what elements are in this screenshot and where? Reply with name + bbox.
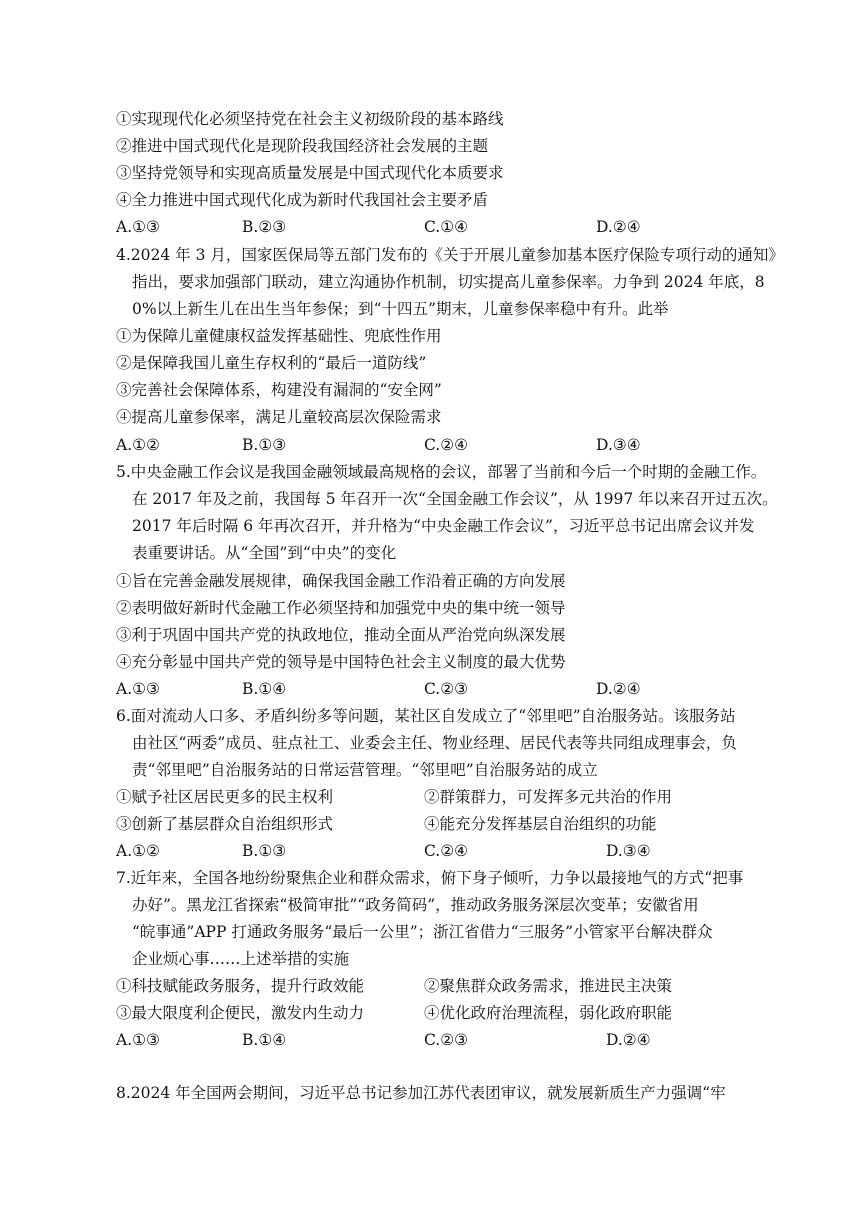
q5-option-d: D.②④ (596, 680, 641, 698)
q6-stem-line-1: 6.面对流动人口多、矛盾纠纷多等问题，某社区自发成立了“邻里吧”自治服务站。该服务站 (116, 707, 736, 725)
q5-stem-line-1: 5.中央金融工作会议是我国金融领域最高规格的会议，部署了当前和今后一个时期的金融工作。 (116, 463, 767, 481)
q5-stem-line-3: 2017 年后时隔 6 年再次召开，并升格为“中央金融工作会议”，习近平总书记出席会议并发 (132, 517, 755, 535)
q5-item-4: ④充分彰显中国共产党的领导是中国特色社会主义制度的最大优势 (116, 653, 566, 671)
q4-stem-line-3: 0%以上新生儿在出生当年参保；到“十四五”期末，儿童参保率稳中有升。此举 (132, 300, 669, 318)
q6-stem-line-3: 责“邻里吧”自治服务站的日常运营管理。“邻里吧”自治服务站的成立 (132, 761, 598, 779)
q4-item-3: ③完善社会保障体系，构建没有漏洞的“安全网” (116, 381, 442, 399)
q3-option-d: D.②④ (596, 218, 641, 236)
q3-option-c: C.①④ (424, 218, 469, 236)
q4-stem-line-1: 4.2024 年 3 月，国家医保局等五部门发布的《关于开展儿童参加基本医疗保险专项行动的通知》 (116, 246, 784, 264)
q7-stem-line-2: 办好”。黑龙江省探索“极简审批”“政务简码”，推动政务服务深层次变革；安徽省用 (132, 896, 699, 914)
q8-stem-line-1: 8.2024 年全国两会期间，习近平总书记参加江苏代表团审议，就发展新质生产力强调“牢 (116, 1084, 726, 1102)
q7-item-4: ④优化政府治理流程，弱化政府职能 (424, 1004, 673, 1022)
q7-stem-line-3: “皖事通”APP 打通政务服务“最后一公里”；浙江省借力“三服务”小管家平台解决群众 (132, 923, 713, 941)
q5-item-1: ①旨在完善金融发展规律，确保我国金融工作沿着正确的方向发展 (116, 572, 566, 590)
q4-option-c: C.②④ (424, 436, 469, 454)
q6-option-c: C.②④ (424, 842, 469, 860)
q3-option-b: B.②③ (242, 218, 287, 236)
q4-stem-line-2: 指出，要求加强部门联动，建立沟通协作机制，切实提高儿童参保率。力争到 2024 年底，8 (132, 273, 765, 291)
q3-item-3: ③坚持党领导和实现高质量发展是中国式现代化本质要求 (116, 164, 504, 182)
q6-stem-line-2: 由社区“两委”成员、驻点社工、业委会主任、物业经理、居民代表等共同组成理事会，负 (132, 734, 737, 752)
q3-item-4: ④全力推进中国式现代化成为新时代我国社会主要矛盾 (116, 191, 489, 209)
q4-item-2: ②是保障我国儿童生存权利的“最后一道防线” (116, 354, 427, 372)
q3-item-2: ②推进中国式现代化是现阶段我国经济社会发展的主题 (116, 137, 489, 155)
q5-stem-line-2: 在 2017 年及之前，我国每 5 年召开一次“全国金融工作会议”，从 1997 年以来召开过五次。 (132, 490, 778, 508)
q7-option-a: A.①③ (116, 1031, 160, 1049)
q4-option-b: B.①③ (242, 436, 287, 454)
q7-item-3: ③最大限度利企便民，激发内生动力 (116, 1004, 365, 1022)
q7-option-d: D.②④ (606, 1031, 651, 1049)
q6-item-1: ①赋予社区居民更多的民主权利 (116, 788, 334, 806)
q5-option-a: A.①③ (116, 680, 160, 698)
q7-option-c: C.②③ (424, 1031, 469, 1049)
q5-option-b: B.①④ (242, 680, 287, 698)
q5-option-c: C.②③ (424, 680, 469, 698)
q7-stem-line-4: 企业烦心事……上述举措的实施 (132, 950, 350, 968)
q6-option-d: D.③④ (606, 842, 651, 860)
q6-item-4: ④能充分发挥基层自治组织的功能 (424, 815, 657, 833)
q4-option-a: A.①② (116, 436, 160, 454)
q3-option-a: A.①③ (116, 218, 160, 236)
q7-stem-line-1: 7.近年来，全国各地纷纷聚焦企业和群众需求，俯下身子倾听，力争以最接地气的方式“把事 (116, 869, 744, 887)
q5-item-2: ②表明做好新时代金融工作必须坚持和加强党中央的集中统一领导 (116, 599, 566, 617)
q6-item-3: ③创新了基层群众自治组织形式 (116, 815, 334, 833)
q4-item-4: ④提高儿童参保率，满足儿童较高层次保险需求 (116, 408, 442, 426)
q4-option-d: D.③④ (596, 436, 641, 454)
q5-stem-line-4: 表重要讲话。从“全国”到“中央”的变化 (132, 544, 397, 562)
q6-option-a: A.①② (116, 842, 160, 860)
q7-option-b: B.①④ (242, 1031, 287, 1049)
q7-item-2: ②聚焦群众政务需求，推进民主决策 (424, 977, 673, 995)
q6-option-b: B.①③ (242, 842, 287, 860)
q4-item-1: ①为保障儿童健康权益发挥基础性、兜底性作用 (116, 327, 442, 345)
q6-item-2: ②群策群力，可发挥多元共治的作用 (424, 788, 673, 806)
q5-item-3: ③利于巩固中国共产党的执政地位，推动全面从严治党向纵深发展 (116, 626, 566, 644)
q7-item-1: ①科技赋能政务服务，提升行政效能 (116, 977, 365, 995)
q3-item-1: ①实现现代化必须坚持党在社会主义初级阶段的基本路线 (116, 110, 504, 128)
